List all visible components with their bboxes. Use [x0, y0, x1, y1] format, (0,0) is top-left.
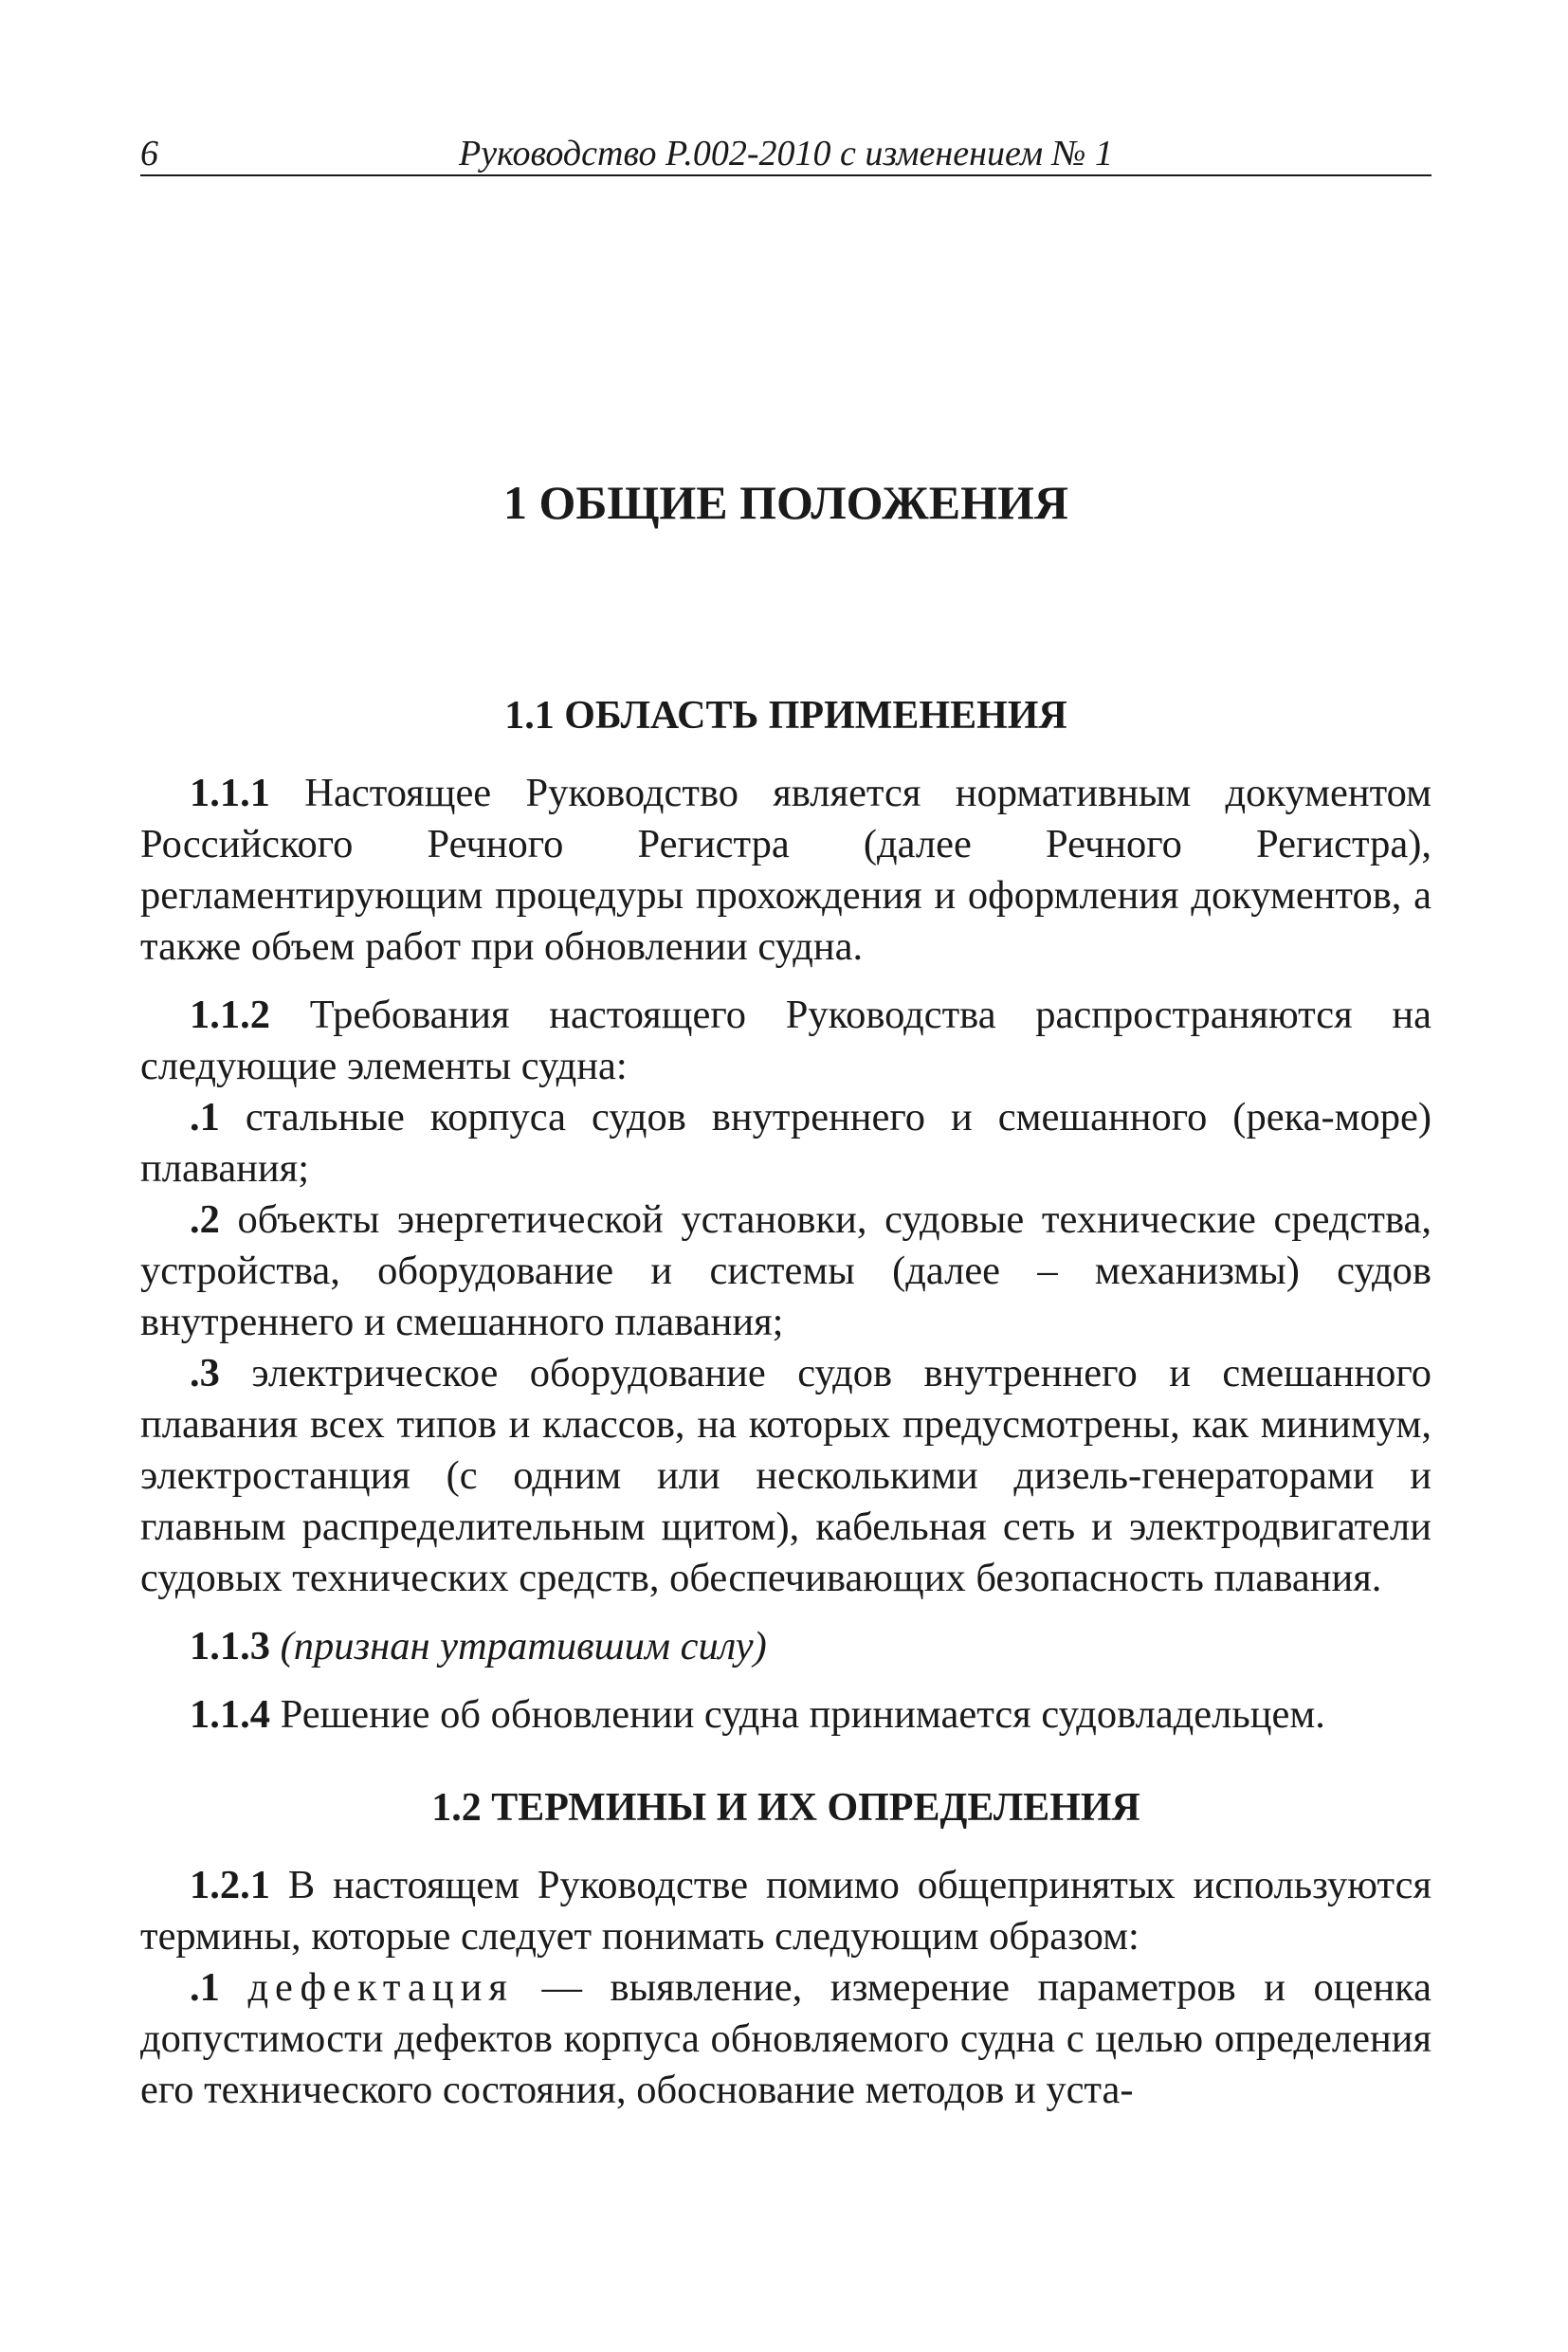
paragraph-1-2-1: [140, 1860, 1431, 1962]
paragraph-number: 1.2.1: [190, 1863, 270, 1907]
paragraph-number: 1.1.3: [190, 1624, 270, 1668]
list-item-text: электрическое оборудование судов внутреннего и смешанного плавания всех типов и классов, на которых предусмотрены, как минимум, электростанция (с одним или несколькими дизель-генераторами и главным распределительным щитом), кабельная сеть и электродвигатели судовых технических средств, обеспечивающих безопасность плавания.: [140, 1351, 1432, 1600]
page-header: [140, 133, 1431, 176]
chapter-title: 1 ОБЩИЕ ПОЛОЖЕНИЯ: [503, 476, 1068, 529]
list-item-number: .1: [190, 1965, 220, 2010]
paragraph-text: Требования настоящего Руководства распространяются на следующие элементы судна:: [140, 993, 1432, 1088]
paragraph-text: В настоящем Руководстве помимо общепринятых используются термины, которые следует понимать следующим образом:: [140, 1863, 1431, 1959]
definition-item-1: [140, 1962, 1431, 2116]
paragraph-text: (признан утратившим силу): [280, 1624, 767, 1668]
paragraph-text: Решение об обновлении судна принимается судовладельцем.: [280, 1692, 1325, 1737]
section-title-1-2: 1.2 ТЕРМИНЫ И ИХ ОПРЕДЕЛЕНИЯ: [431, 1786, 1140, 1830]
definition-text: — выявление, измерение параметров и оценка допустимости дефектов корпуса обновляемого судна с целью определения его технического состояния, обоснование методов и уста-: [140, 1965, 1432, 2112]
section-title-1-1: 1.1 ОБЛАСТЬ ПРИМЕНЕНИЯ: [504, 694, 1067, 738]
list-item-text: объекты энергетической установки, судовые технические средства, устройства, оборудование и системы (далее – механизмы) судов внутреннего и смешанного плавания;: [140, 1197, 1431, 1344]
paragraph-number: 1.1.1: [190, 771, 270, 815]
paragraph-number: 1.1.4: [190, 1692, 270, 1737]
paragraph-number: 1.1.2: [190, 993, 270, 1037]
list-item-3: [140, 1348, 1431, 1604]
page-number: 6: [140, 134, 158, 173]
paragraph-1-1-4: [140, 1689, 1431, 1741]
defined-term: дефектация: [247, 1965, 514, 2010]
list-item-2: [140, 1194, 1431, 1348]
list-item-number: .3: [190, 1351, 220, 1395]
list-item-number: .1: [190, 1095, 220, 1140]
list-item-number: .2: [190, 1197, 220, 1242]
list-item-text: стальные корпуса судов внутреннего и смешанного (река-море) плавания;: [140, 1095, 1432, 1191]
running-title: Руководство Р.002-2010 с изменением № 1: [459, 134, 1113, 173]
paragraph-1-1-3: [140, 1621, 1431, 1672]
list-item-1: [140, 1092, 1431, 1194]
paragraph-1-1-1: [140, 768, 1431, 973]
paragraph-1-1-2: [140, 990, 1431, 1092]
page-content: [140, 474, 1431, 2116]
paragraph-text: Настоящее Руководство является нормативным документом Российского Речного Регистра (далее Речного Регистра), регламентирующим процедуры прохождения и оформления документов, а также объем работ при обновлении судна.: [140, 771, 1432, 969]
